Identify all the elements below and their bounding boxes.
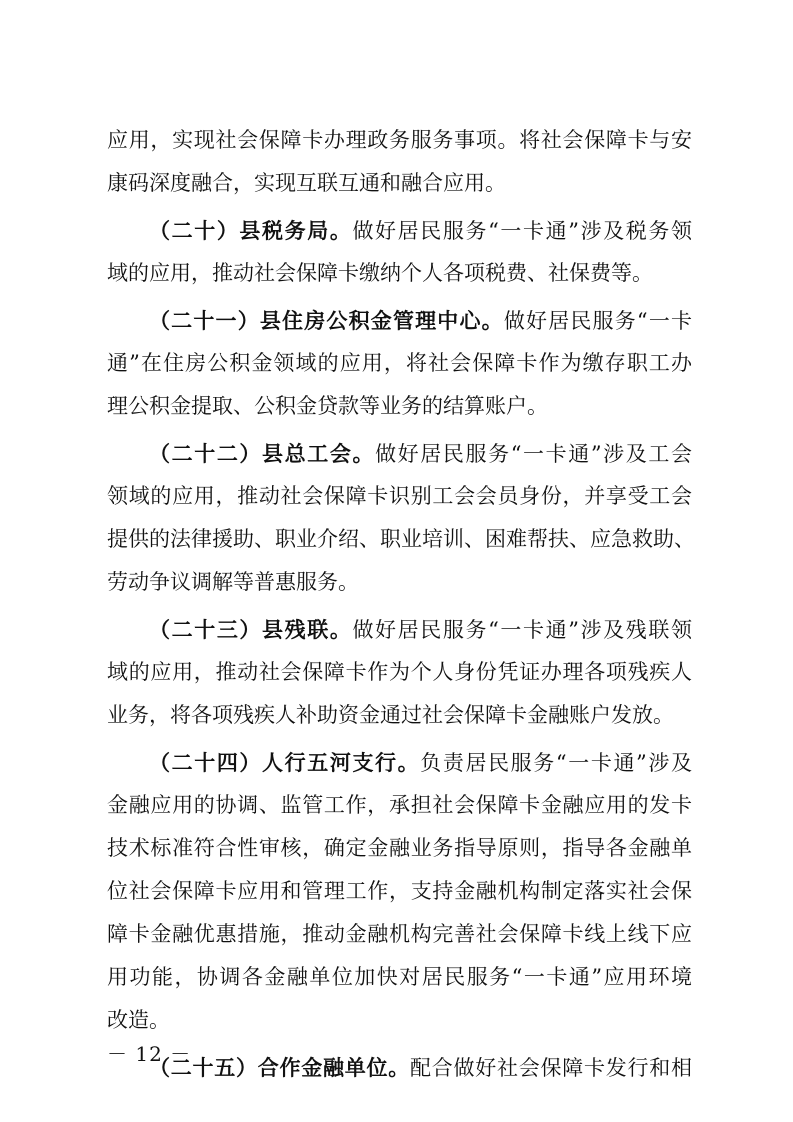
paragraph-heading: （二十五）合作金融单位。	[149, 1055, 410, 1080]
text-line: 做好居民服务“一卡通”涉及工会	[375, 442, 693, 466]
text-line: 域的应用，推动社会保障卡缴纳个人各项税费、社保费等。	[107, 261, 653, 285]
text-line: 域的应用，推动社会保障卡作为个人身份凭证办理各项残疾人	[107, 660, 692, 684]
first-line	[107, 432, 692, 475]
paragraph-heading: （二十）县税务局。	[149, 218, 353, 243]
text-line: 改造。	[107, 1008, 170, 1032]
document-body	[107, 119, 695, 1089]
text-line: 通”在住房公积金领域的应用，将社会保障卡作为缴存职工办	[107, 351, 692, 375]
text-line: 提供的法律援助、职业介绍、职业培训、困难帮扶、应急救助、	[107, 527, 695, 551]
text-line: 负责居民服务“一卡通”涉及	[420, 751, 692, 775]
paragraph-heading: （二十一）县住房公积金管理中心。	[149, 308, 504, 333]
text-line: 障卡金融优惠措施，推动金融机构完善社会保障卡线上线下应	[107, 922, 692, 946]
text-line: 理公积金提取、公积金贷款等业务的结算账户。	[107, 394, 548, 418]
paragraph	[107, 432, 695, 604]
paragraph	[107, 608, 692, 737]
paragraph-heading: （二十三）县残联。	[149, 617, 353, 642]
text-line: 做好居民服务“一卡	[503, 309, 692, 333]
first-line	[107, 209, 692, 252]
text-line: 领域的应用，推动社会保障卡识别工会会员身份，并享受工会	[107, 484, 692, 508]
text-line: 康码深度融合，实现互联互通和融合应用。	[107, 171, 506, 195]
first-line	[107, 1046, 692, 1089]
page-number: － 12 －	[107, 1042, 192, 1066]
text-line: 劳动争议调解等普惠服务。	[107, 570, 359, 594]
text-line: 业务，将各项残疾人补助资金通过社会保障卡金融账户发放。	[107, 703, 674, 727]
paragraph	[107, 299, 692, 428]
text-line: 金融应用的协调、监管工作，承担社会保障卡金融应用的发卡	[107, 793, 692, 817]
text-line: 位社会保障卡应用和管理工作，支持金融机构制定落实社会保	[107, 879, 692, 903]
text-line: 配合做好社会保障卡发行和相	[410, 1056, 692, 1080]
first-line	[107, 299, 692, 342]
paragraph	[107, 119, 692, 205]
first-line	[107, 608, 692, 651]
text-line: 做好居民服务“一卡通”涉及残联领	[352, 618, 692, 642]
text-line: 做好居民服务“一卡通”涉及税务领	[352, 219, 692, 243]
paragraph	[107, 209, 692, 295]
paragraph	[107, 1046, 692, 1089]
text-line: 用功能，协调各金融单位加快对居民服务“一卡通”应用环境	[107, 965, 692, 989]
paragraph-heading: （二十四）人行五河支行。	[149, 750, 421, 775]
paragraph-heading: （二十二）县总工会。	[149, 441, 376, 466]
first-line	[107, 741, 692, 784]
text-line: 技术标准符合性审核，确定金融业务指导原则，指导各金融单	[107, 836, 692, 860]
paragraph	[107, 741, 692, 1042]
text-line: 应用，实现社会保障卡办理政务服务事项。将社会保障卡与安	[107, 128, 692, 152]
